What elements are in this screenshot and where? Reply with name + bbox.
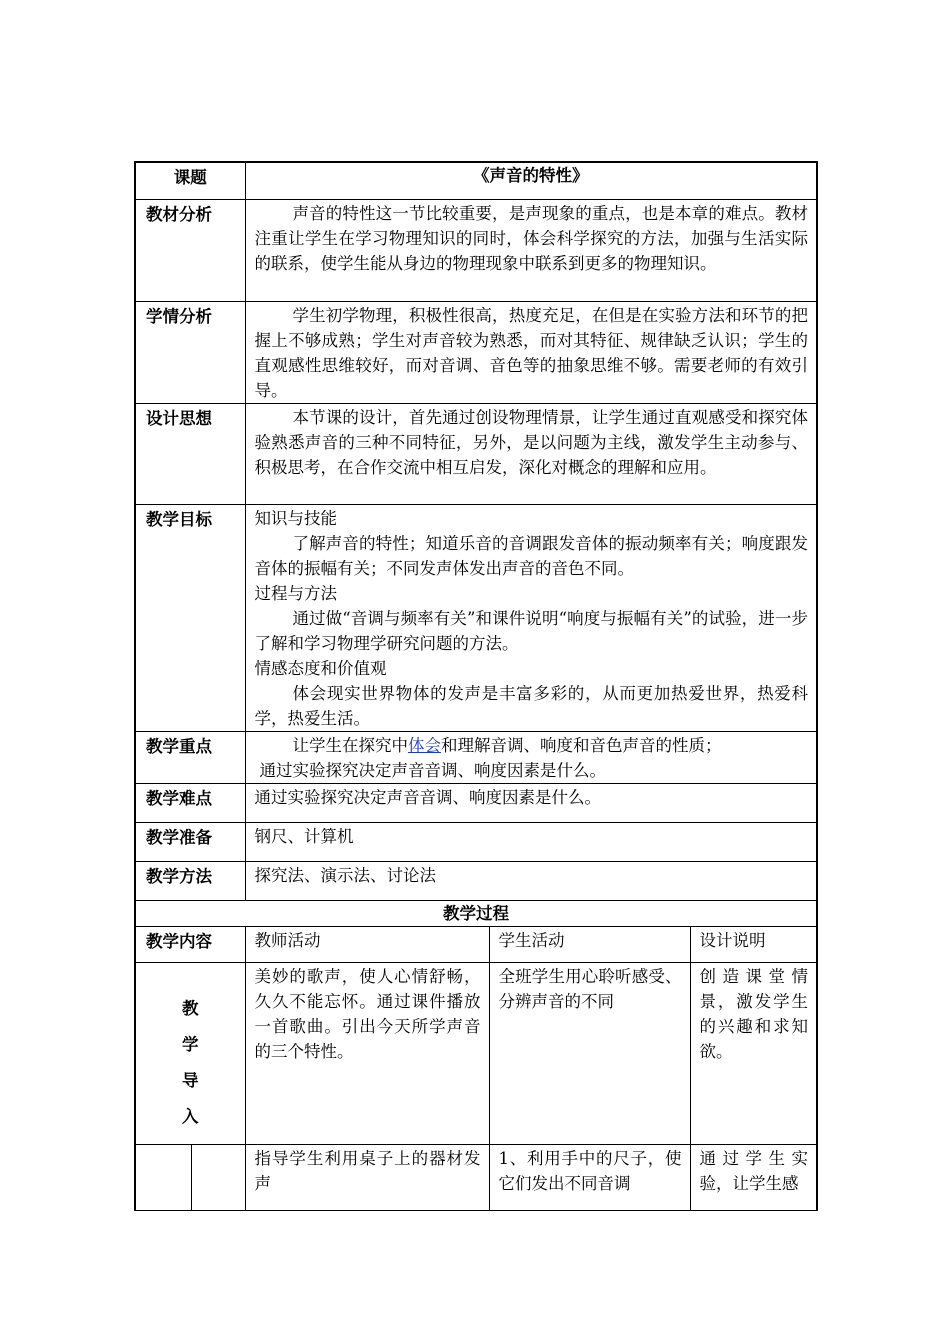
keypoints-pre: 让学生在探究中 — [292, 735, 408, 755]
goals-label: 教学目标 — [135, 504, 245, 731]
prep-text: 钢尺、计算机 — [245, 822, 817, 861]
section-cell-right — [191, 1144, 245, 1210]
keypoints-cell — [245, 731, 817, 783]
process-header-row — [135, 926, 817, 962]
goal-text-attitude: 体会现实世界物体的发声是丰富多彩的，从而更加热爱世界，热爱科学，热爱生活。 — [254, 683, 808, 728]
section-char: 入 — [182, 1106, 199, 1126]
keypoints-link[interactable]: 体会 — [407, 735, 441, 755]
section-char: 学 — [182, 1034, 199, 1054]
title-row — [135, 162, 817, 199]
keypoints-line2: 通过实验探究决定声音音调、响度因素是什么。 — [259, 760, 606, 780]
title-label: 课题 — [135, 162, 245, 199]
difficulty-label: 教学难点 — [135, 783, 245, 822]
students-label: 学情分析 — [135, 301, 245, 403]
design-label: 设计思想 — [135, 403, 245, 504]
explore-teacher: 指导学生利用桌子上的器材发声 — [245, 1144, 489, 1210]
goal-text-knowledge: 了解声音的特性；知道乐音的音调跟发音体的振动频率有关；响度跟发音体的振幅有关；不同发声体发出声音的音色不同。 — [254, 533, 808, 578]
keypoints-label: 教学重点 — [135, 731, 245, 783]
goal-heading-attitude: 情感态度和价值观 — [254, 658, 387, 678]
design-row — [135, 403, 817, 504]
intro-student: 全班学生用心聆听感受、分辨声音的不同 — [489, 962, 690, 1144]
difficulty-text: 通过实验探究决定声音音调、响度因素是什么。 — [245, 783, 817, 822]
goal-heading-knowledge: 知识与技能 — [254, 508, 337, 528]
goals-row — [135, 504, 817, 731]
lesson-plan-table — [134, 161, 818, 1211]
header-teacher: 教师活动 — [245, 926, 489, 962]
intro-teacher: 美妙的歌声，使人心情舒畅，久久不能忘怀。通过课件播放一首歌曲。引出今天所学声音的三个特性。 — [245, 962, 489, 1144]
goal-text-process: 通过做“音调与频率有关”和课件说明“响度与振幅有关”的试验，进一步了解和学习物理学研究问题的方法。 — [254, 608, 808, 653]
keypoints-line1 — [255, 733, 809, 758]
process-title: 教学过程 — [135, 900, 817, 926]
section-intro — [135, 962, 245, 1144]
method-label: 教学方法 — [135, 861, 245, 900]
goal-heading-process: 过程与方法 — [254, 583, 337, 603]
explore-student: 1、利用手中的尺子，使它们发出不同音调 — [489, 1144, 690, 1210]
material-label: 教材分析 — [135, 199, 245, 301]
students-text: 学生初学物理，积极性很高，热度充足，在但是在实验方法和环节的把握上不够成熟；学生对声音较为熟悉，而对其特征、规律缺乏认识；学生的直观感性思维较好，而对音调、音色等的抽象思维不够。需要老师的有效引导。 — [245, 301, 817, 403]
process-row-intro — [135, 962, 817, 1144]
header-content: 教学内容 — [135, 926, 245, 962]
lesson-title: 《声音的特性》 — [245, 162, 817, 199]
design-text: 本节课的设计，首先通过创设物理情景，让学生通过直观感受和探究体验熟悉声音的三种不同特征，另外，是以问题为主线，激发学生主动参与、积极思考，在合作交流中相互启发，深化对概念的理解和应用。 — [245, 403, 817, 504]
goals-cell — [245, 504, 817, 731]
process-title-row — [135, 900, 817, 926]
section-char: 导 — [182, 1070, 199, 1090]
method-row — [135, 861, 817, 900]
difficulty-row — [135, 783, 817, 822]
header-note: 设计说明 — [690, 926, 817, 962]
header-student: 学生活动 — [489, 926, 690, 962]
section-char: 教 — [182, 998, 199, 1018]
keypoints-post: 和理解音调、响度和音色声音的性质； — [440, 735, 722, 755]
material-text: 声音的特性这一节比较重要，是声现象的重点，也是本章的难点。教材注重让学生在学习物理知识的同时，体会科学探究的方法，加强与生活实际的联系，使学生能从身边的物理现象中联系到更多的物理知识。 — [245, 199, 817, 301]
keypoints-row — [135, 731, 817, 783]
intro-note: 创造课堂情景，激发学生的兴趣和求知欲。 — [690, 962, 817, 1144]
method-text: 探究法、演示法、讨论法 — [245, 861, 817, 900]
explore-note: 通过学生实验，让学生感 — [690, 1144, 817, 1210]
section-cell-left — [135, 1144, 191, 1210]
prep-row — [135, 822, 817, 861]
prep-label: 教学准备 — [135, 822, 245, 861]
process-row-explore — [135, 1144, 817, 1210]
students-row — [135, 301, 817, 403]
material-row — [135, 199, 817, 301]
